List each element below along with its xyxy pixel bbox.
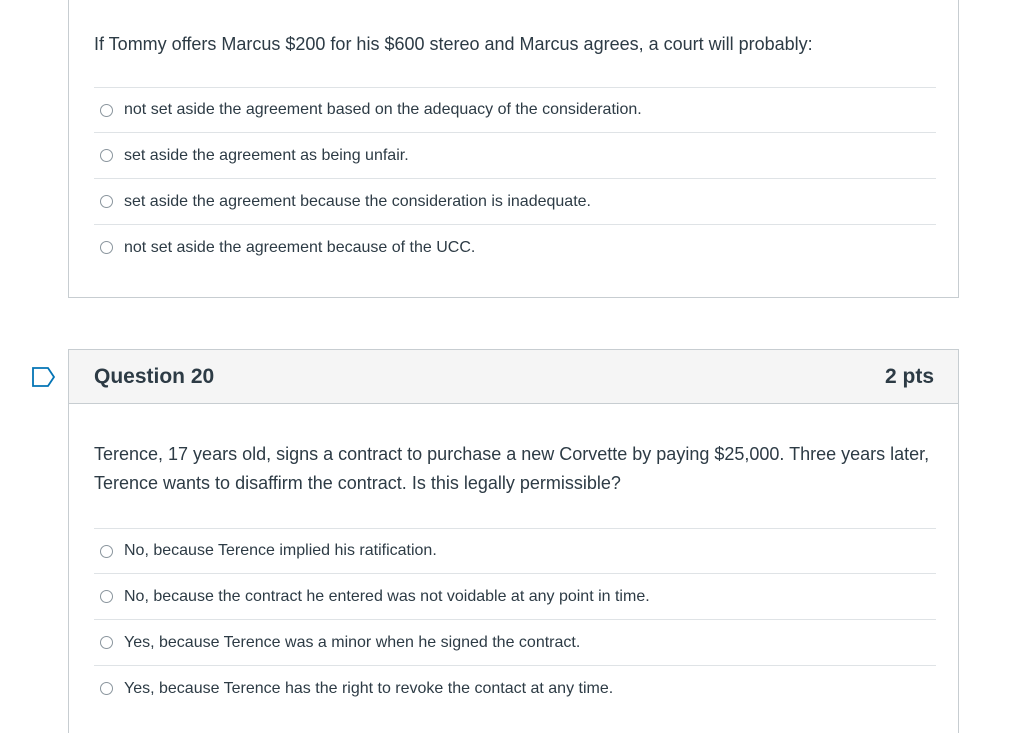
answer-label: not set aside the agreement based on the adequacy of the consideration.: [124, 101, 642, 118]
answer-option[interactable]: [94, 573, 936, 619]
answer-label: Yes, because Terence was a minor when he signed the contract.: [124, 633, 581, 651]
question-points: 2 pts: [884, 364, 934, 388]
answer-option[interactable]: [94, 224, 936, 270]
question-header: [69, 350, 958, 404]
question-title: Question 20: [94, 364, 215, 388]
answer-option[interactable]: [94, 87, 936, 132]
radio-button[interactable]: [100, 149, 113, 162]
radio-button[interactable]: [100, 636, 113, 649]
answer-label: No, because Terence implied his ratification.: [124, 542, 437, 559]
radio-button[interactable]: [100, 241, 113, 254]
answer-label: set aside the agreement as being unfair.: [124, 146, 409, 164]
radio-button[interactable]: [100, 590, 113, 603]
question-card-20: [68, 349, 959, 733]
answer-label: set aside the agreement because the consideration is inadequate.: [124, 192, 591, 210]
answer-label: No, because the contract he entered was not voidable at any point in time.: [124, 587, 650, 605]
radio-button[interactable]: [100, 195, 113, 208]
answer-list: [94, 528, 936, 711]
answer-option[interactable]: [94, 528, 936, 573]
question-card-19: [68, 0, 959, 298]
answer-list: [94, 87, 936, 270]
answer-option[interactable]: [94, 619, 936, 665]
flag-question-icon[interactable]: [32, 367, 56, 387]
question-text: Terence, 17 years old, signs a contract to purchase a new Corvette by paying $25,000. Three years later, Terence wants to disaffirm the contract. Is this legally permissible?: [94, 444, 930, 493]
question-text: If Tommy offers Marcus $200 for his $600 stereo and Marcus agrees, a court will probably:: [94, 34, 813, 54]
radio-button[interactable]: [100, 104, 113, 117]
radio-button[interactable]: [100, 682, 113, 695]
radio-button[interactable]: [100, 545, 113, 558]
answer-label: Yes, because Terence has the right to revoke the contact at any time.: [124, 679, 614, 697]
answer-option[interactable]: [94, 178, 936, 224]
answer-option[interactable]: [94, 132, 936, 178]
answer-option[interactable]: [94, 665, 936, 711]
answer-label: not set aside the agreement because of the UCC.: [124, 238, 476, 256]
